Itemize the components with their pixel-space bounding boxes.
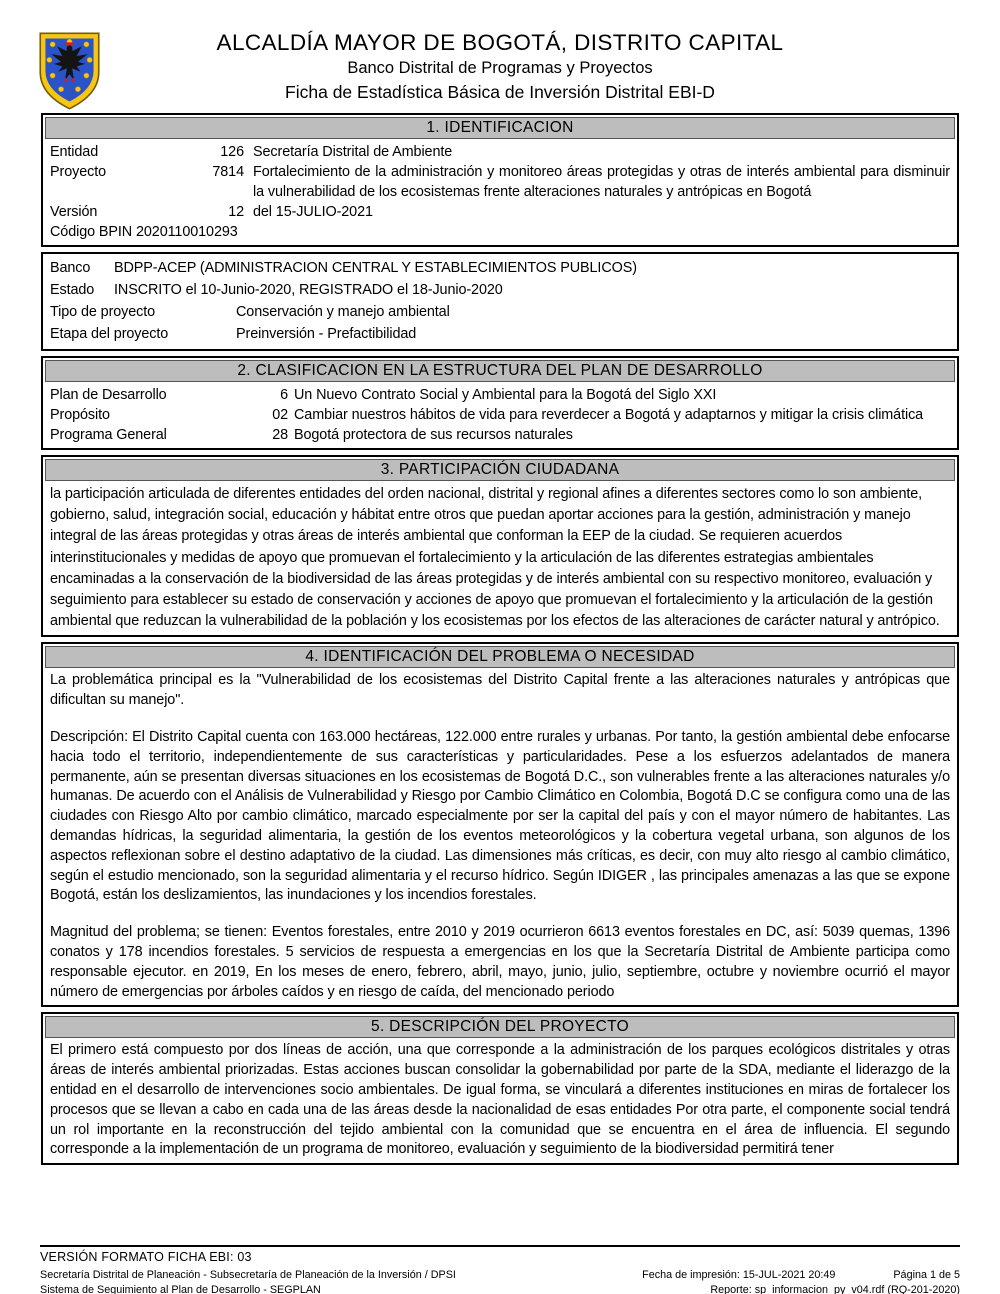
field-plan-desarrollo-value: Un Nuevo Contrato Social y Ambiental para la Bogotá del Siglo XXI <box>294 387 717 403</box>
section-identificacion-title: 1. IDENTIFICACION <box>45 117 955 139</box>
field-version <box>50 202 950 222</box>
field-programa-general-value: Bogotá protectora de sus recursos naturales <box>294 427 573 443</box>
field-entidad-label: Entidad <box>50 144 99 160</box>
section-descripcion-proyecto <box>41 1012 959 1165</box>
field-proyecto-label: Proyecto <box>50 164 106 180</box>
field-estado <box>50 279 950 301</box>
field-banco <box>50 257 950 279</box>
field-programa-general-code: 28 <box>272 427 288 443</box>
field-programa-general <box>50 425 950 445</box>
footer-print-date: Fecha de impresión: 15-JUL-2021 20:49 <box>642 1269 836 1281</box>
field-banco-value: BDPP-ACEP (ADMINISTRACION CENTRAL Y ESTABLECIMIENTOS PUBLICOS) <box>114 260 637 276</box>
field-plan-desarrollo-label: Plan de Desarrollo <box>50 387 167 403</box>
footer-report-id: Reporte: sp_informacion_py_v04.rdf (RQ-201-2020) <box>710 1284 960 1294</box>
document-header <box>0 0 1000 105</box>
field-proposito-value: Cambiar nuestros hábitos de vida para reverdecer a Bogotá y adaptarnos y mitigar la crisis climática <box>294 407 924 423</box>
document-title: ALCALDÍA MAYOR DE BOGOTÁ, DISTRITO CAPITAL <box>216 30 784 55</box>
footer-version-line: VERSIÓN FORMATO FICHA EBI: 03 <box>40 1250 252 1264</box>
section-identificacion <box>41 113 959 247</box>
field-version-label: Versión <box>50 204 98 220</box>
section-problema-necesidad <box>41 642 959 1007</box>
field-proyecto-value: Fortalecimiento de la administración y monitoreo áreas protegidas y otras de interés ambiental para disminuir la vulnerabilidad de los ecosistemas frente alteraciones naturales y antrópicas en Bogotá <box>253 164 950 200</box>
section-descripcion-title: 5. DESCRIPCIÓN DEL PROYECTO <box>45 1016 955 1038</box>
field-entidad <box>50 142 950 162</box>
section-banco-estado <box>41 252 959 351</box>
footer-page-number: Página 1 de 5 <box>893 1269 960 1281</box>
section-clasificacion <box>41 356 959 450</box>
field-banco-label: Banco <box>50 260 91 276</box>
field-codigo-bpin: Código BPIN 2020110010293 <box>50 224 238 240</box>
field-tipo-proyecto <box>50 301 950 323</box>
section-problema-title: 4. IDENTIFICACIÓN DEL PROBLEMA O NECESIDAD <box>45 646 955 668</box>
field-estado-value: INSCRITO el 10-Junio-2020, REGISTRADO el 18-Junio-2020 <box>114 282 503 298</box>
problema-paragraph-3: Magnitud del problema; se tienen: Eventos forestales, entre 2010 y 2019 ocurrieron 6613 eventos forestales en DC, así: 5039 quemas, 1396 conatos y 178 incendios forestales. 5 servicios de respuesta a emergencias en los que la Secretaría Distrital de Ambiente participa como responsable ejecutor. en 2019, En los meses de enero, febrero, abril, mayo, junio, julio, septiembre, octubre y noviembre ocurrió el mayor número de emergencias por árboles caídos y en riesgo de caída, del mencionado periodo <box>50 924 950 1000</box>
field-proyecto <box>50 162 950 202</box>
field-entidad-value: Secretaría Distrital de Ambiente <box>253 144 453 160</box>
bogota-coat-of-arms-icon <box>37 30 102 112</box>
field-estado-label: Estado <box>50 282 95 298</box>
field-plan-desarrollo-code: 6 <box>280 387 288 403</box>
field-entidad-code: 126 <box>220 144 244 160</box>
section-participacion-title: 3. PARTICIPACIÓN CIUDADANA <box>45 459 955 481</box>
participacion-paragraph: la participación articulada de diferentes entidades del orden nacional, distrital y regional afines a diferentes sectores como lo son ambiente, gobierno, salud, integración social, educación y hábitat entre otros que puedan aportar acciones para la gestión, administración y manejo integral de las áreas protegidas y otras áreas de interés ambiental que conforman la EEP de la ciudad. Se requieren acuerdos interinstitucionales y medidas de apoyo que promuevan el fortalecimiento y la articulación de las diferentes estrategias ambientales encaminadas a la conservación de la biodiversidad de las áreas protegidas y de interés ambiental con su respectivo monitoreo, evaluación y seguimiento para establecer su estado de conservación y acciones de apoyo que promuevan el fortalecimiento y la articulación de la gestión ambiental que reduzcan la vulnerabilidad de la población y los ecosistemas por los efectos de las alteraciones de carácter natural y antrópico. <box>50 486 940 630</box>
field-programa-general-label: Programa General <box>50 427 167 443</box>
problema-paragraph-2: Descripción: El Distrito Capital cuenta con 163.000 hectáreas, 122.000 entre rurales y urbanas. Por tanto, la gestión ambiental debe enfocarse hacia todo el territorio, independientemente de sus características y particularidades. Pese a los esfuerzos adelantados de manera permanente, aún se presentan diversas situaciones en los ecosistemas de Bogotá D.C., son vulnerables frente a las alteraciones naturales y/o humanas. De acuerdo con el Análisis de Vulnerabilidad y Riesgo por Cambio Climático en Colombia, Bogotá D.C se configura como una de las ciudades con Riesgo Alto por cambio climático, marcado especialmente por ser la capital del país y con el mayor número de habitantes. Las demandas hídricas, la seguridad alimentaria, la gestión de los eventos meteorológicos y la cobertura vegetal urbana, son algunos de los aspectos reflexionan sobre el destino adaptativo de la ciudad. Las dimensiones más críticas, es decir, con muy alto riesgo al cambio climático, según el estudio mencionado, son la seguridad alimentaria y el recurso hídrico. Según IDIGER , las principales amenazas a las que se expone Bogotá, están los deslizamientos, las inundaciones y los incendios forestales. <box>50 729 950 904</box>
section-participacion-ciudadana <box>41 455 959 637</box>
document-subtitle-banco: Banco Distrital de Programas y Proyectos <box>347 59 653 77</box>
field-proposito-code: 02 <box>272 407 288 423</box>
field-plan-desarrollo <box>50 385 950 405</box>
document-body <box>41 113 959 1165</box>
section-clasificacion-title: 2. CLASIFICACION EN LA ESTRUCTURA DEL PLAN DE DESARROLLO <box>45 360 955 382</box>
field-tipo-proyecto-value: Conservación y manejo ambiental <box>236 304 450 320</box>
footer-entity-line: Secretaría Distrital de Planeación - Subsecretaría de Planeación de la Inversión / DPSI <box>40 1269 456 1281</box>
field-tipo-proyecto-label: Tipo de proyecto <box>50 304 156 320</box>
field-proyecto-code: 7814 <box>212 164 244 180</box>
footer-divider <box>40 1245 960 1247</box>
field-proposito-label: Propósito <box>50 407 110 423</box>
field-version-value: del 15-JULIO-2021 <box>253 204 373 220</box>
document-subtitle-ficha: Ficha de Estadística Básica de Inversión Distrital EBI-D <box>285 82 715 102</box>
document-footer <box>40 1245 960 1294</box>
descripcion-paragraph: El primero está compuesto por dos líneas de acción, una que corresponde a la administración de los parques ecológicos distritales y otras áreas de interés ambiental priorizadas. Estas acciones buscan consolidar la gobernabilidad por parte de la SDA, mediante el liderazgo de la entidad en el desarrollo de intervenciones socio ambientales. De igual forma, se vinculará a diferentes instituciones en miras de fortalecer los procesos que se llevan a cabo en cada una de las áreas desde la nacionalidad de esas entidades Por otra parte, el componente social tendrá un rol importante en la reconstrucción del tejido ambiental con la comunidad que se encuentra en el área de influencia. El segundo corresponde a la implementación de un programa de monitoreo, evaluación y seguimiento de la biodiversidad permitirá tener <box>50 1042 950 1158</box>
field-etapa-proyecto-value: Preinversión - Prefactibilidad <box>236 326 417 342</box>
footer-system-line: Sistema de Seguimiento al Plan de Desarrollo - SEGPLAN <box>40 1284 321 1294</box>
field-proposito <box>50 405 950 425</box>
field-etapa-proyecto-label: Etapa del proyecto <box>50 326 169 342</box>
field-version-code: 12 <box>228 204 244 220</box>
problema-paragraph-1: La problemática principal es la "Vulnerabilidad de los ecosistemas del Distrito Capital frente a las alteraciones naturales y antrópicas que dificultan su manejo". <box>50 672 950 709</box>
field-etapa-proyecto <box>50 323 950 345</box>
